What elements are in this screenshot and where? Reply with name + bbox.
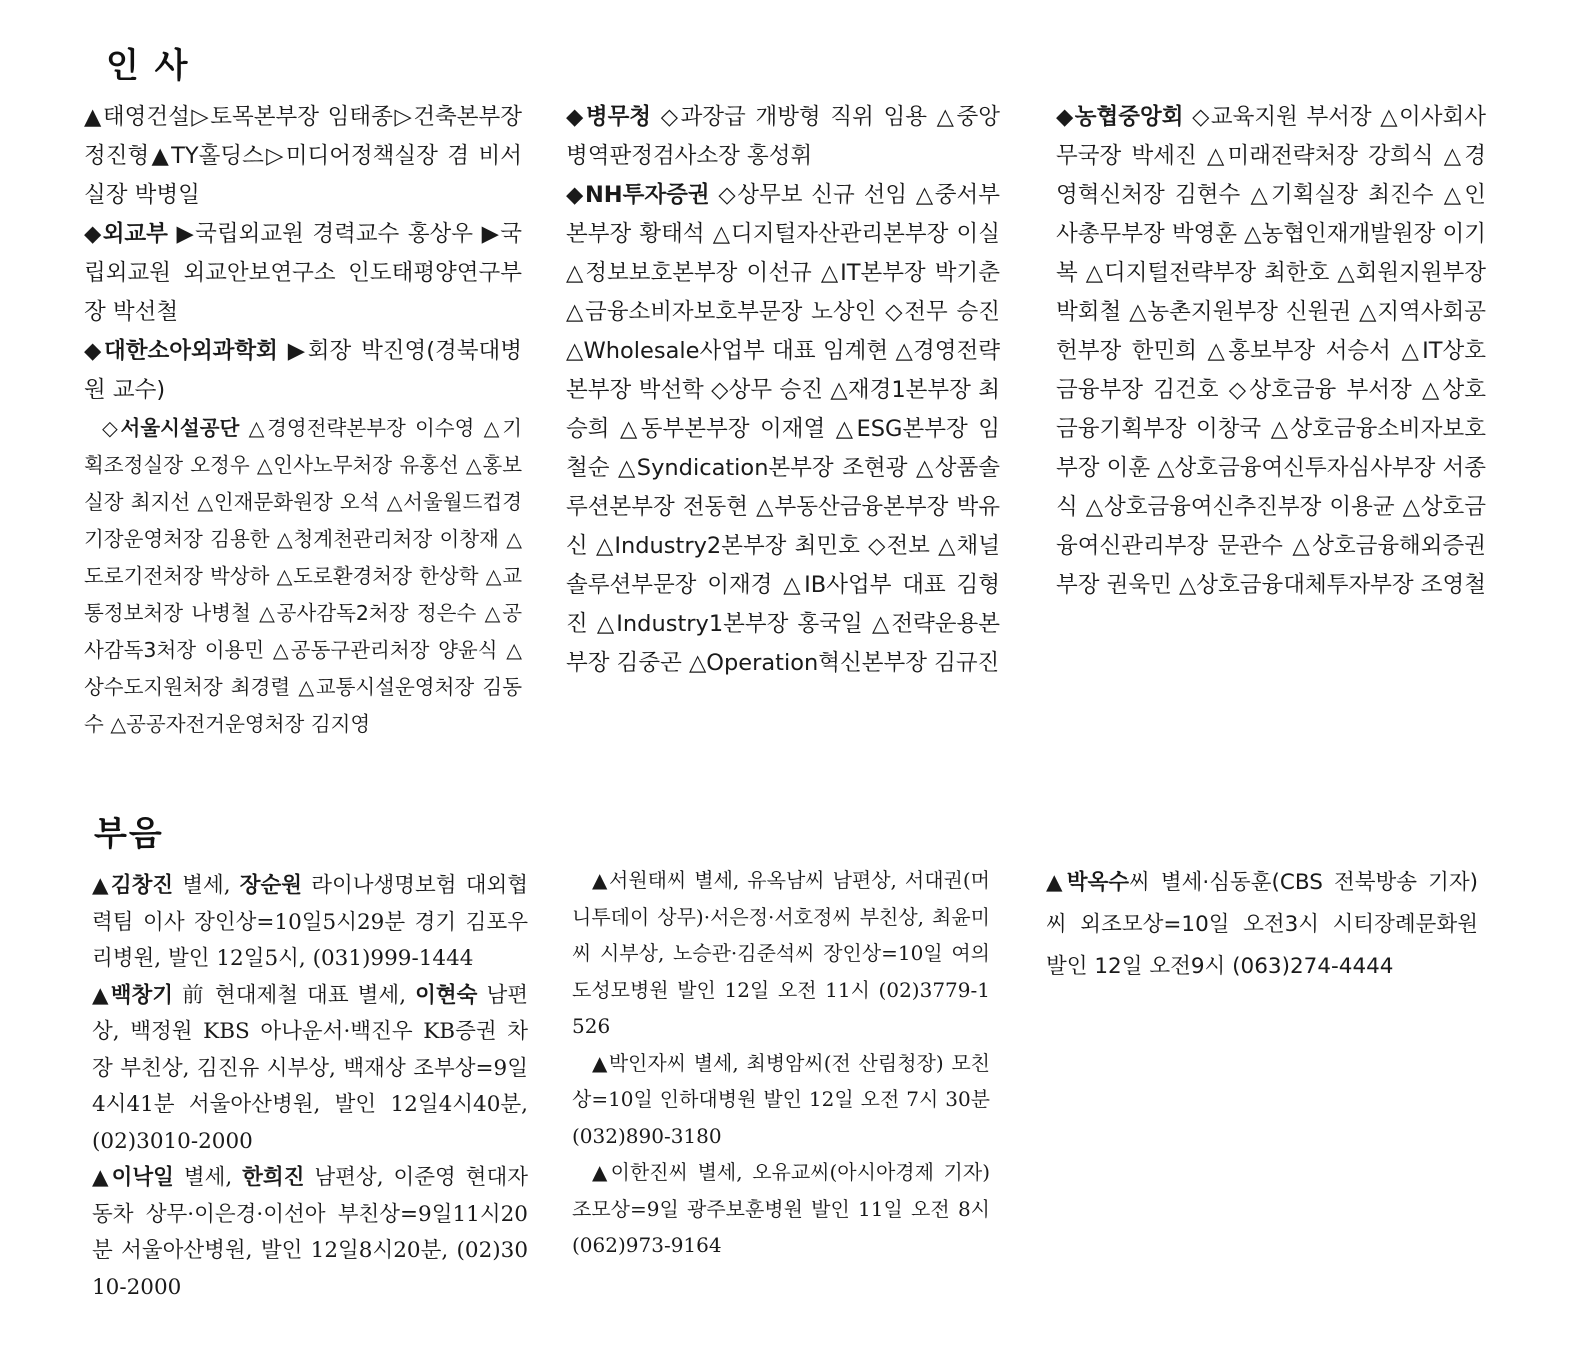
entry-org: ◆외교부 <box>84 221 168 247</box>
entry-text: ◇과장급 개방형 직위 임용 △중앙병역판정검사소장 홍성휘 <box>566 104 1000 169</box>
section-title-bueum: 부음 <box>94 814 164 854</box>
entry-text: ▶회장 박진영(경북대병원 교수) <box>84 338 522 403</box>
obituary-column-2 <box>572 862 990 1264</box>
entry-org: ◇서울시설공단 <box>102 416 240 440</box>
insa-column-1 <box>84 98 522 743</box>
entry-text: 라이나생명보험 대외협력팀 이사 장인상=10일5시29분 경기 김포우리병원, 발인 12일5시, (031)999-1444 <box>92 873 529 971</box>
insa-entry <box>1056 98 1486 605</box>
deceased-name: ▲박옥수 <box>1046 870 1130 895</box>
insa-entry <box>84 215 522 332</box>
entry-text: ◇상무보 신규 선임 △중서부본부장 황태석 △디지털자산관리본부장 이실 △정보보호본부장 이선규 △IT본부장 박기춘 △금융소비자보호부문장 노상인 ◇전무 승진 △Wholesale사업부 대표 임계현 △경영전략본부장 박선학 ◇상무 승진 △재경1본부장 최승희 △동부본부장 이재열 △ESG본부장 임철순 △Syndication본부장 조현광 △상품솔루션본부장 전동현 △부동산금융본부장 박유신 △Industry2본부장 최민호 ◇전보 △채널솔루션부문장 이재경 △IB사업부 대표 김형진 △Industry1본부장 홍국일 △전략운용본부장 김중곤 △Operation혁신본부장 김규진 <box>566 182 1000 676</box>
insa-entry <box>566 176 1000 683</box>
family-name: 이현숙 <box>415 982 478 1008</box>
family-name: 한희진 <box>242 1165 305 1190</box>
entry-org: ◆병무청 <box>566 104 652 130</box>
insa-entry <box>84 98 522 215</box>
insa-column-2 <box>566 98 1000 683</box>
insa-entry <box>566 98 1000 176</box>
insa-entry <box>84 332 522 410</box>
entry-text: 남편상, 백정원 KBS 아나운서·백진우 KB증권 차장 부친상, 김진유 시부상, 백재상 조부상=9일4시41분 서울아산병원, 발인 12일4시40분, (02)3010-2000 <box>92 982 529 1154</box>
entry-org: ◆NH투자증권 <box>566 182 710 208</box>
obituary-entry: ▲서원태씨 별세, 유옥남씨 남편상, 서대권(머니투데이 상무)·서은정·서호정씨 부친상, 최윤미씨 시부상, 노승관·김준석씨 장인상=10일 여의도성모병원 발인 12일 오전 11시 (02)3779-1526 <box>572 868 990 1038</box>
obituary-column-1 <box>92 868 528 1306</box>
entry-text: 씨 별세·심동훈(CBS 전북방송 기자)씨 외조모상=10일 오전3시 시티장례문화원 발인 12일 오전9시 (063)274-4444 <box>1046 870 1479 979</box>
insa-column-3 <box>1056 98 1486 605</box>
entry-text: △경영전략본부장 이수영 △기획조정실장 오정우 △인사노무처장 유홍선 △홍보실장 최지선 △인재문화원장 오석 △서울월드컵경기장운영처장 김용한 △청계천관리처장 이창재 △도로기전처장 박상하 △도로환경처장 한상학 △교통정보처장 나병철 △공사감독2처장 정은수 △공사감독3처장 이용민 △공동구관리처장 양윤식 △상수도지원처장 최경렬 △교통시설운영처장 김동수 △공공자전거운영처장 김지영 <box>84 416 522 736</box>
entry-org: ◆농협중앙회 <box>1056 104 1184 130</box>
entry-text: 남편상, 이준영 현대자동차 상무·이은경·이선아 부친상=9일11시20분 서울아산병원, 발인 12일8시20분, (02)3010-2000 <box>92 1165 528 1300</box>
obituary-entry: ▲박인자씨 별세, 최병암씨(전 산림청장) 모친상=10일 인하대병원 발인 12일 오전 7시 30분 (032)890-3180 <box>572 1050 990 1148</box>
entry-text: ◇교육지원 부서장 △이사회사무국장 박세진 △미래전략처장 강희식 △경영혁신처장 김현수 △기획실장 최진수 △인사총무부장 박영훈 △농협인재개발원장 이기복 △디지털전략부장 최한호 △회원지원부장 박회철 △농촌지원부장 신원권 △지역사회공헌부장 한민희 △홍보부장 서승서 △IT상호금융부장 김건호 ◇상호금융 부서장 △상호금융기획부장 이창국 △상호금융소비자보호부장 이훈 △상호금융여신투자심사부장 서종식 △상호금융여신추진부장 이용균 △상호금융여신관리부장 문관수 △상호금융해외증권부장 권욱민 △상호금융대체투자부장 조영철 <box>1056 104 1487 598</box>
obituary-entry <box>92 868 528 978</box>
entry-org: ◆대한소아외과학회 <box>84 338 278 364</box>
deceased-name: ▲김창진 <box>92 873 174 898</box>
section-title-insa: 인 사 <box>106 46 190 86</box>
obituary-entry <box>92 1160 528 1306</box>
obituary-column-3 <box>1046 862 1478 988</box>
family-name: 장순원 <box>239 873 303 898</box>
entry-text: 별세, <box>173 1165 243 1190</box>
obituary-entry <box>92 978 528 1161</box>
obituary-entry: ▲이한진씨 별세, 오유교씨(아시아경제 기자) 조모상=9일 광주보훈병원 발인 11일 오전 8시 (062)973-9164 <box>572 1160 990 1257</box>
deceased-name: ▲백창기 <box>92 982 174 1008</box>
obituary-entry <box>1046 862 1478 988</box>
entry-text: ▲태영건설▷토목본부장 임태종▷건축본부장 정진형▲TY홀딩스▷미디어정책실장 겸 비서실장 박병일 <box>84 104 522 208</box>
insa-entry <box>84 410 522 743</box>
entry-text: 별세, <box>173 873 240 898</box>
entry-text: 前 현대제철 대표 별세, <box>173 982 416 1008</box>
deceased-name: ▲이낙일 <box>92 1165 174 1190</box>
entry-text: ▶국립외교원 경력교수 홍상우 ▶국립외교원 외교안보연구소 인도태평양연구부장 박선철 <box>84 221 522 325</box>
